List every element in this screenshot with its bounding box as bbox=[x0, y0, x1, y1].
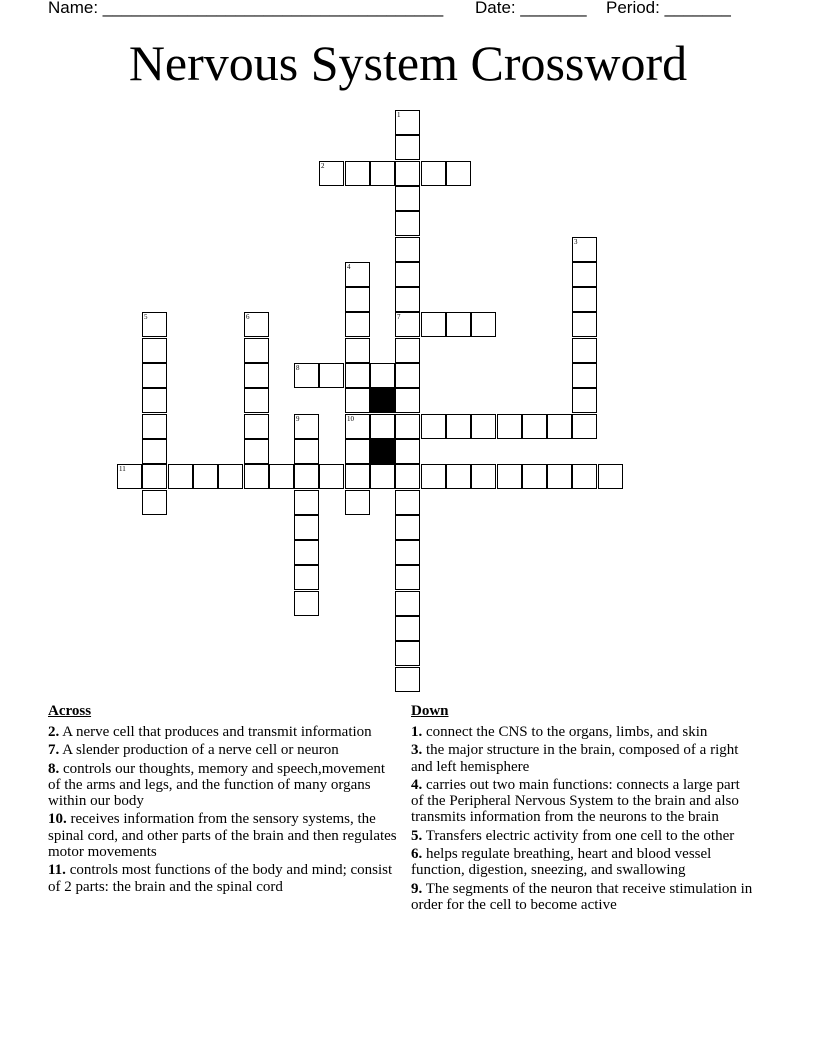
crossword-cell[interactable] bbox=[319, 464, 344, 489]
clue-number-label: 10 bbox=[347, 415, 354, 423]
crossword-cell[interactable] bbox=[572, 287, 597, 312]
crossword-cell[interactable] bbox=[244, 388, 269, 413]
crossword-cell[interactable] bbox=[471, 312, 496, 337]
clue-number-label: 2 bbox=[321, 162, 325, 170]
crossword-cell[interactable] bbox=[345, 388, 370, 413]
crossword-cell[interactable] bbox=[395, 388, 420, 413]
crossword-cell[interactable] bbox=[370, 161, 395, 186]
clue-number-label: 7 bbox=[397, 313, 401, 321]
crossword-black-cell bbox=[370, 388, 395, 413]
crossword-cell[interactable] bbox=[345, 363, 370, 388]
crossword-cell[interactable] bbox=[345, 262, 370, 287]
crossword-cell[interactable] bbox=[345, 312, 370, 337]
clue-across-7: 7. A slender production of a nerve cell or neuron bbox=[48, 742, 339, 759]
crossword-cell[interactable] bbox=[319, 363, 344, 388]
crossword-cell[interactable] bbox=[117, 464, 142, 489]
crossword-cell[interactable] bbox=[345, 490, 370, 515]
crossword-cell[interactable] bbox=[395, 414, 420, 439]
crossword-cell[interactable] bbox=[471, 414, 496, 439]
crossword-cell[interactable] bbox=[244, 363, 269, 388]
crossword-cell[interactable] bbox=[395, 312, 420, 337]
crossword-cell[interactable] bbox=[395, 110, 420, 135]
crossword-cell[interactable] bbox=[370, 363, 395, 388]
page-title: Nervous System Crossword bbox=[128, 35, 688, 91]
crossword-cell[interactable] bbox=[421, 414, 446, 439]
crossword-cell[interactable] bbox=[395, 439, 420, 464]
clue-down-6: 6. helps regulate breathing, heart and blood vessel function, digestion, sneezing, and swallowing bbox=[411, 846, 712, 879]
crossword-cell[interactable] bbox=[522, 414, 547, 439]
crossword-cell[interactable] bbox=[370, 414, 395, 439]
crossword-cell[interactable] bbox=[269, 464, 294, 489]
crossword-cell[interactable] bbox=[395, 186, 420, 211]
crossword-cell[interactable] bbox=[294, 464, 319, 489]
crossword-cell[interactable] bbox=[319, 161, 344, 186]
crossword-cell[interactable] bbox=[547, 464, 572, 489]
crossword-cell[interactable] bbox=[572, 414, 597, 439]
crossword-cell[interactable] bbox=[395, 641, 420, 666]
crossword-cell[interactable] bbox=[294, 363, 319, 388]
clue-across-8: 8. controls our thoughts, memory and speech,movement of the arms and legs, and the function of many organs within our body bbox=[48, 760, 386, 810]
crossword-cell[interactable] bbox=[471, 464, 496, 489]
crossword-cell[interactable] bbox=[395, 262, 420, 287]
crossword-cell[interactable] bbox=[244, 414, 269, 439]
crossword-cell[interactable] bbox=[294, 540, 319, 565]
crossword-cell[interactable] bbox=[142, 464, 167, 489]
clue-number-label: 8 bbox=[296, 364, 300, 372]
clue-number-label: 4 bbox=[347, 263, 351, 271]
crossword-cell[interactable] bbox=[345, 338, 370, 363]
crossword-cell[interactable] bbox=[345, 414, 370, 439]
crossword-cell[interactable] bbox=[142, 338, 167, 363]
crossword-cell[interactable] bbox=[395, 591, 420, 616]
crossword-cell[interactable] bbox=[345, 287, 370, 312]
crossword-cell[interactable] bbox=[572, 388, 597, 413]
crossword-cell[interactable] bbox=[446, 414, 471, 439]
name-field[interactable]: Name: ____________________________________ bbox=[48, 0, 444, 17]
clue-number-label: 3 bbox=[574, 238, 578, 246]
crossword-cell[interactable] bbox=[446, 161, 471, 186]
crossword-cell[interactable] bbox=[572, 237, 597, 262]
crossword-cell[interactable] bbox=[572, 262, 597, 287]
crossword-cell[interactable] bbox=[142, 363, 167, 388]
clue-number-label: 5 bbox=[144, 313, 148, 321]
crossword-cell[interactable] bbox=[572, 363, 597, 388]
crossword-cell[interactable] bbox=[142, 312, 167, 337]
clue-number-label: 6 bbox=[246, 313, 250, 321]
crossword-cell[interactable] bbox=[345, 464, 370, 489]
crossword-cell[interactable] bbox=[522, 464, 547, 489]
crossword-cell[interactable] bbox=[395, 464, 420, 489]
crossword-cell[interactable] bbox=[294, 439, 319, 464]
crossword-cell[interactable] bbox=[395, 237, 420, 262]
clue-number-label: 9 bbox=[296, 415, 300, 423]
clue-across-11: 11. controls most functions of the body and mind; consist of 2 parts: the brain and the spinal cord bbox=[48, 862, 393, 895]
clue-across-2: 2. A nerve cell that produces and transmit information bbox=[48, 724, 372, 740]
clue-number-label: 11 bbox=[119, 465, 126, 473]
crossword-cell[interactable] bbox=[497, 464, 522, 489]
crossword-cell[interactable] bbox=[395, 667, 420, 692]
crossword-cell[interactable] bbox=[294, 591, 319, 616]
down-clues bbox=[411, 702, 756, 915]
clue-down-1: 1. connect the CNS to the organs, limbs, and skin bbox=[411, 724, 708, 740]
crossword-cell[interactable] bbox=[244, 312, 269, 337]
crossword-cell[interactable] bbox=[218, 464, 243, 489]
clue-across-10: 10. receives information from the sensory systems, the spinal cord, and other parts of the brain and then regulates motor movements bbox=[48, 811, 397, 861]
crossword-cell[interactable] bbox=[168, 464, 193, 489]
crossword-cell[interactable] bbox=[395, 135, 420, 160]
crossword-cell[interactable] bbox=[294, 565, 319, 590]
crossword-cell[interactable] bbox=[193, 464, 218, 489]
crossword-cell[interactable] bbox=[547, 414, 572, 439]
crossword-cell[interactable] bbox=[395, 490, 420, 515]
crossword-cell[interactable] bbox=[395, 363, 420, 388]
crossword-cell[interactable] bbox=[395, 540, 420, 565]
period-field[interactable]: Period: _______ bbox=[606, 0, 731, 17]
crossword-cell[interactable] bbox=[421, 161, 446, 186]
header bbox=[48, 0, 768, 20]
crossword-cell[interactable] bbox=[244, 439, 269, 464]
crossword-cell[interactable] bbox=[446, 464, 471, 489]
crossword-cell[interactable] bbox=[142, 490, 167, 515]
crossword-cell[interactable] bbox=[395, 616, 420, 641]
crossword-cell[interactable] bbox=[572, 464, 597, 489]
crossword-cell[interactable] bbox=[345, 439, 370, 464]
clue-down-5: 5. Transfers electric activity from one cell to the other bbox=[411, 827, 735, 844]
clue-down-3: 3. the major structure in the brain, composed of a right and left hemisphere bbox=[411, 742, 739, 775]
crossword-cell[interactable] bbox=[572, 312, 597, 337]
crossword-cell[interactable] bbox=[142, 388, 167, 413]
clue-number-label: 1 bbox=[397, 111, 401, 119]
crossword-cell[interactable] bbox=[497, 414, 522, 439]
crossword-black-cell bbox=[370, 439, 395, 464]
down-heading: Down bbox=[411, 703, 449, 719]
clue-down-9: 9. The segments of the neuron that receive stimulation in order for the cell to become active bbox=[411, 880, 753, 913]
across-clues bbox=[48, 702, 398, 897]
crossword-cell[interactable] bbox=[370, 464, 395, 489]
crossword-cell[interactable] bbox=[598, 464, 623, 489]
crossword-cell[interactable] bbox=[142, 439, 167, 464]
date-field[interactable]: Date: _______ bbox=[475, 0, 587, 17]
crossword-cell[interactable] bbox=[395, 515, 420, 540]
crossword-cell[interactable] bbox=[395, 161, 420, 186]
crossword-cell[interactable] bbox=[572, 338, 597, 363]
crossword-cell[interactable] bbox=[244, 338, 269, 363]
crossword-cell[interactable] bbox=[294, 490, 319, 515]
crossword-cell[interactable] bbox=[294, 515, 319, 540]
clue-down-4: 4. carries out two main functions: connects a large part of the Peripheral Nervous System to the brain and also transmits information from the neurons to the brain bbox=[411, 776, 740, 826]
crossword-cell[interactable] bbox=[244, 464, 269, 489]
crossword-cell[interactable] bbox=[294, 414, 319, 439]
across-heading: Across bbox=[48, 703, 92, 719]
crossword-cell[interactable] bbox=[446, 312, 471, 337]
crossword-cell[interactable] bbox=[421, 464, 446, 489]
crossword-cell[interactable] bbox=[421, 312, 446, 337]
crossword-cell[interactable] bbox=[395, 338, 420, 363]
crossword-cell[interactable] bbox=[395, 211, 420, 236]
crossword-cell[interactable] bbox=[142, 414, 167, 439]
crossword-cell[interactable] bbox=[395, 565, 420, 590]
crossword-cell[interactable] bbox=[345, 161, 370, 186]
crossword-cell[interactable] bbox=[395, 287, 420, 312]
